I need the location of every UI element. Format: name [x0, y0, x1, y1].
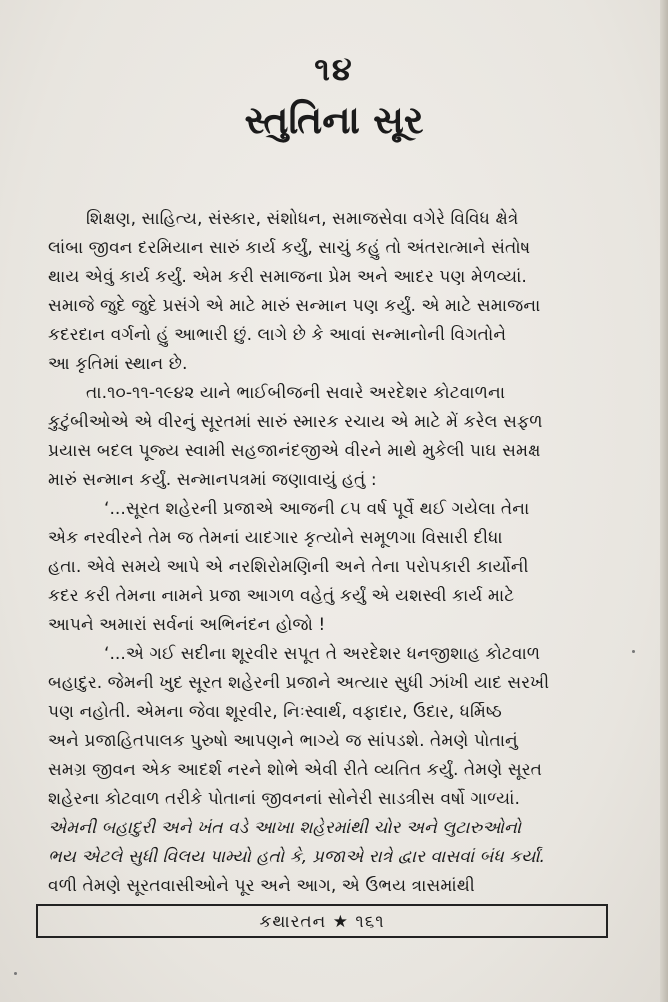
text-line: લાંબા જીવન દરમિયાન સારું કાર્ય કર્યું, સાચું કહું તો અંતરાત્માને સંતોષ: [48, 238, 531, 258]
text-line: તા.૧૦-૧૧-૧૯૪૨ યાને ભાઈબીજની સવારે અરદેશર કોટવાળના: [86, 383, 506, 403]
text-line: ‘...સૂરત શહેરની પ્રજાએ આજની ૮૫ વર્ષ પૂર્વે થઈ ગયેલા તેના: [104, 499, 530, 519]
text-line: આપને અમારાં સર્વનાં અભિનંદન હોજો !: [48, 615, 326, 635]
text-line: સમગ્ર જીવન એક આદર્શ નરને શોભે એવી રીતે વ્યતિત કર્યું. તેમણે સૂરત: [48, 760, 543, 780]
text-line: કુટુંબીઓએ એ વીરનું સૂરતમાં સારું સ્મારક રચાય એ માટે મેં કરેલ સફળ: [48, 412, 543, 432]
body-text: [48, 205, 620, 901]
chapter-title: સ્તુતિના સૂર: [244, 98, 424, 142]
text-line: શિક્ષણ, સાહિત્ય, સંસ્કાર, સંશોધન, સમાજસેવા વગેરે વિવિધ ક્ષેત્રે: [86, 209, 519, 229]
paper-speck: [632, 650, 635, 653]
text-line: સમાજે જુદે જુદે પ્રસંગે એ માટે મારું સન્માન પણ કર્યું. એ માટે સમાજના: [48, 296, 541, 316]
text-line: પણ નહોતી. એમના જેવા શૂરવીર, નિઃસ્વાર્થ, વફાદાર, ઉદાર, ધર્મિષ્ઠ: [48, 702, 502, 722]
text-line: એક નરવીરને તેમ જ તેમનાં યાદગાર કૃત્યોને સમૂળગા વિસારી દીધા: [48, 528, 503, 548]
text-line: હતા. એવે સમયે આપે એ નરશિરોમણિની અને તેના પરોપકારી કાર્યોની: [48, 557, 529, 577]
page-footer: કથારતન ★ ૧૬૧: [259, 912, 385, 932]
paper-speck: [14, 972, 17, 975]
chapter-number: ૧૪: [314, 50, 354, 88]
text-line: ભય એટલે સુધી વિલય પામ્યો હતો કે, પ્રજાએ રાત્રે દ્વાર વાસવાં બંધ કર્યાં.: [48, 847, 545, 867]
text-line: અને પ્રજાહિતપાલક પુરુષો આપણને ભાગ્યે જ સાંપડશે. તેમણે પોતાનું: [48, 731, 518, 751]
text-line: એમની બહાદુરી અને ખંત વડે આખા શહેરમાંથી ચોર અને લુટારુઓનો: [48, 818, 522, 838]
text-line: થાય એવું કાર્ય કર્યું. એમ કરી સમાજના પ્રેમ અને આદર પણ મેળવ્યાં.: [48, 267, 527, 287]
text-line: કદરદાન વર્ગનો હું આભારી છું. લાગે છે કે આવાં સન્માનોની વિગતોને: [48, 325, 507, 345]
text-line: કદર કરી તેમના નામને પ્રજા આગળ વહેતું કર્યું એ યશસ્વી કાર્ય માટે: [48, 586, 515, 606]
text-line: ‘...એ ગઈ સદીના શૂરવીર સપૂત તે અરદેશર ધનજીશાહ કોટવાળ: [104, 644, 541, 664]
page-edge: [660, 0, 668, 1002]
text-line: પ્રયાસ બદલ પૂજ્ય સ્વામી સહજાનંદજીએ વીરને માથે મુકેલી પાઘ સમક્ષ: [48, 441, 541, 461]
text-line: આ કૃતિમાં સ્થાન છે.: [48, 354, 188, 374]
text-line: શહેરના કોટવાળ તરીકે પોતાનાં જીવનનાં સોનેરી સાડત્રીસ વર્ષો ગાળ્યાં.: [48, 789, 520, 809]
text-line: બહાદુર. જેમની ખુદ સૂરત શહેરની પ્રજાને અત્યાર સુધી ઝાંખી યાદ સરખી: [48, 673, 550, 693]
footer-box: [36, 904, 608, 938]
text-line: વળી તેમણે સૂરતવાસીઓને પૂર અને આગ, એ ઉભય ત્રાસમાંથી: [48, 876, 475, 896]
text-line: મારું સન્માન કર્યું. સન્માનપત્રમાં જણાવાયું હતું :: [48, 470, 377, 490]
